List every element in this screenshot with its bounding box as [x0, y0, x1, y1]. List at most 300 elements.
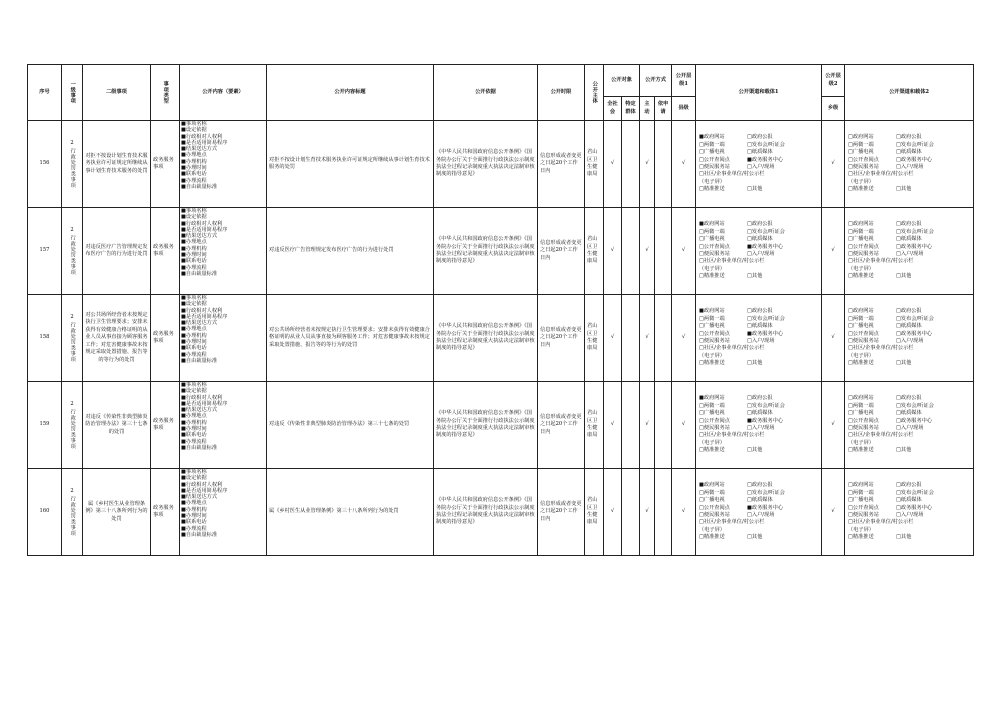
- channel-option: □政府公报: [896, 308, 922, 315]
- header-timing: 公开时限: [538, 65, 585, 121]
- channel-option: □发布会/听证会: [896, 228, 934, 235]
- table-row: [28, 469, 974, 556]
- channel-option: □公开查阅点: [848, 156, 879, 163]
- channel-option: ■政务服务中心: [747, 156, 784, 163]
- content-element-item: ■办理地点: [181, 152, 207, 159]
- content-element-item: ■联系电话: [181, 519, 207, 526]
- header-method: 公开方式: [640, 65, 672, 97]
- channel-option: □精准推送: [699, 447, 725, 454]
- content-element-item: ■办理流程: [181, 438, 207, 445]
- channel-line: [699, 360, 818, 367]
- channel-option: □广播电视: [848, 149, 874, 156]
- channel-option: ■政务服务中心: [747, 330, 784, 337]
- channel-option: □两微一端: [848, 228, 874, 235]
- content-element-item: ■是否适用简易程序: [181, 139, 228, 146]
- content-element-item: ■办理时间: [181, 426, 207, 433]
- cell-item-type: 政务服务事项: [151, 469, 180, 556]
- content-element-item: ■联系电话: [181, 345, 207, 352]
- channel-option: □发布会/听证会: [747, 489, 785, 496]
- channel-line: [699, 221, 818, 228]
- channel-option: □入户/现场: [896, 425, 924, 431]
- channel-option: □便民服务站: [848, 338, 879, 344]
- disclosure-table: [27, 64, 974, 556]
- cell-object-all: √: [604, 208, 622, 295]
- cell-level1-item: 2 行政处罚类事项: [62, 382, 83, 469]
- channel-line: [848, 519, 970, 526]
- channel-option: （电子屏）: [848, 265, 874, 272]
- header-object: 公开对象: [604, 65, 640, 97]
- channel-option: （电子屏）: [699, 439, 725, 446]
- channel-option: □便民服务站: [699, 164, 730, 170]
- header-content-title: 公开内容标题: [267, 65, 434, 121]
- channel-option: □政府网站: [848, 395, 874, 402]
- table-row: [28, 382, 974, 469]
- channel-line: [848, 134, 970, 141]
- channel-option: □入户/现场: [747, 512, 775, 518]
- cell-town: √: [822, 121, 845, 208]
- cell-item-type: 政务服务事项: [151, 121, 180, 208]
- channel-option: □其他: [896, 447, 912, 454]
- cell-level1-item: 2 行政处罚类事项: [62, 121, 83, 208]
- content-element-item: ■是否适用简易程序: [181, 313, 228, 320]
- cell-timing: 信息形成或者变更之日起20个工作日内: [538, 208, 585, 295]
- cell-channel2: [845, 121, 974, 208]
- channel-option: □社区/企事业单位/村公示栏: [699, 345, 765, 352]
- channel-option: □两微一端: [699, 315, 725, 322]
- channel-line: [699, 519, 818, 526]
- channel-line: [699, 323, 818, 330]
- channel-line: [699, 497, 818, 504]
- channel-line: [699, 308, 818, 315]
- cell-timing: 信息形成或者变更之日起20个工作日内: [538, 121, 585, 208]
- channel-option: □广播电视: [699, 410, 725, 417]
- cell-method-request: [655, 382, 672, 469]
- content-element-item: ■办理机构: [181, 419, 207, 426]
- content-element-item: ■办理地点: [181, 500, 207, 507]
- cell-object-all: √: [604, 469, 622, 556]
- channel-option: □精准推送: [699, 273, 725, 280]
- cell-method-active: √: [640, 208, 655, 295]
- channel-line: [848, 308, 970, 315]
- channel-option: □两微一端: [699, 228, 725, 235]
- cell-level2-item: 属《乡村医生从业管理条例》第三十八条所列行为的处罚: [83, 469, 151, 556]
- content-element-item: ■办理流程: [181, 264, 207, 271]
- cell-content-title: 属《乡村医生从业管理条例》第三十八条所列行为的处罚: [267, 469, 434, 556]
- cell-basis: 《中华人民共和国政府信息公开条例》《国务院办公厅关于全面推行行政执法公示制度执法全过程记录制度重大执法决定法制审核制度的指导意见》: [434, 469, 538, 556]
- channel-option: □两微一端: [848, 402, 874, 409]
- channel-option: □入户/现场: [747, 425, 775, 431]
- cell-object-specific: [622, 382, 640, 469]
- channel-option: □政务服务中心: [896, 243, 933, 250]
- channel-option: □发布会/听证会: [896, 141, 934, 148]
- cell-county: √: [672, 121, 696, 208]
- channel-option: □便民服务站: [848, 512, 879, 518]
- cell-subject: 君山区卫生健康局: [585, 121, 604, 208]
- header-row-1: [28, 65, 974, 97]
- cell-basis: 《中华人民共和国政府信息公开条例》《国务院办公厅关于全面推行行政执法公示制度执法全过程记录制度重大执法决定法制审核制度的指导意见》: [434, 295, 538, 382]
- content-element-item: ■是否适用简易程序: [181, 487, 228, 494]
- cell-object-all: √: [604, 121, 622, 208]
- cell-level1-item: 2 行政处罚类事项: [62, 295, 83, 382]
- channel-option: □纸质媒体: [896, 236, 922, 243]
- cell-content-elements: [180, 121, 267, 208]
- channel-line: [848, 273, 970, 280]
- channel-option: □社区/企事业单位/村公示栏: [699, 432, 765, 439]
- content-element-item: ■行政相对人权利: [181, 220, 223, 227]
- channel-option: □发布会/听证会: [896, 402, 934, 409]
- header-channel1: 公开渠道和载体1: [696, 65, 822, 121]
- content-element-item: ■结果送达方式: [181, 320, 218, 327]
- channel-option: □精准推送: [848, 534, 874, 541]
- cell-seq: 159: [28, 382, 62, 469]
- cell-method-request: [655, 295, 672, 382]
- channel-line: [848, 534, 970, 541]
- channel-option: □政府网站: [848, 134, 874, 141]
- channel-option: □广播电视: [699, 149, 725, 156]
- cell-level2-item: 对公共场所经营者未按规定执行卫生管理要求；安排未获得有效健康合格证明的从业人员从事直接为顾客服务工作；对危害健康事故未按规定采取处置措施、报告等的等行为的处罚: [83, 295, 151, 382]
- header-item-type: 事项类型: [151, 65, 180, 121]
- cell-county: √: [672, 208, 696, 295]
- channel-option: □纸质媒体: [747, 149, 773, 156]
- header-county: 县级: [672, 97, 696, 121]
- channel-option: □社区/企事业单位/村公示栏: [699, 171, 765, 178]
- channel-option: （电子屏）: [699, 178, 725, 185]
- content-element-item: ■自由裁量标准: [181, 183, 218, 190]
- channel-line: [848, 418, 970, 425]
- channel-line: [848, 221, 970, 228]
- channel-option: □入户/现场: [747, 338, 775, 344]
- channel-option: □广播电视: [699, 236, 725, 243]
- channel-line: [699, 186, 818, 193]
- channel-option: □公开查阅点: [848, 243, 879, 250]
- channel-option: □其他: [896, 273, 912, 280]
- channel-option: （电子屏）: [848, 178, 874, 185]
- channel-line: [699, 157, 818, 164]
- cell-content-title: 对拒不按设计划生育技术服务执业许可证规定所继续从事计划生育技术服务的处罚: [267, 121, 434, 208]
- channel-option: □社区/企事业单位/村公示栏: [848, 345, 914, 352]
- channel-option: □两微一端: [848, 315, 874, 322]
- channel-option: □发布会/听证会: [747, 228, 785, 235]
- channel-option: □广播电视: [848, 236, 874, 243]
- channel-option: □社区/企事业单位/村公示栏: [848, 519, 914, 526]
- channel-option: □公开查阅点: [699, 330, 730, 337]
- channel-option: （电子屏）: [848, 352, 874, 359]
- channel-option: □便民服务站: [848, 164, 879, 170]
- cell-subject: 君山区卫生健康局: [585, 208, 604, 295]
- channel-option: □两微一端: [848, 489, 874, 496]
- header-subject: 公开主体: [585, 65, 604, 121]
- channel-option: □入户/现场: [896, 512, 924, 518]
- channel-line: [848, 345, 970, 352]
- table-row: [28, 295, 974, 382]
- channel-option: □入户/现场: [896, 338, 924, 344]
- content-element-item: ■办理流程: [181, 525, 207, 532]
- header-level1-item: 一级事项: [62, 65, 83, 121]
- channel-option: □社区/企事业单位/村公示栏: [699, 519, 765, 526]
- content-element-item: ■事项名称: [181, 208, 207, 214]
- content-element-item: ■事项名称: [181, 469, 207, 475]
- cell-level2-item: 对违反《传染性非典型肺炎防治管理办法》第三十七条的处罚: [83, 382, 151, 469]
- cell-object-specific: [622, 469, 640, 556]
- cell-content-title: 对公共场所经营者未按规定执行卫生管理要求；安排未获得有效健康合格证明的从业人员从事直接为顾客服务工作；对危害健康事故未按规定采取处置措施、报告等的等行为的处罚: [267, 295, 434, 382]
- cell-basis: 《中华人民共和国政府信息公开条例》《国务院办公厅关于全面推行行政执法公示制度执法全过程记录制度重大执法决定法制审核制度的指导意见》: [434, 121, 538, 208]
- channel-option: □政务服务中心: [896, 504, 933, 511]
- header-town: 乡级: [822, 97, 845, 121]
- channel-option: □政府网站: [848, 308, 874, 315]
- channel-option: □两微一端: [699, 141, 725, 148]
- content-element-item: ■联系电话: [181, 258, 207, 265]
- channel-option: □政府公报: [896, 221, 922, 228]
- cell-level1-item: 2 行政处罚类事项: [62, 208, 83, 295]
- table-row: [28, 208, 974, 295]
- content-element-item: ■办理时间: [181, 513, 207, 520]
- channel-option: □便民服务站: [848, 251, 879, 257]
- header-level1: 公开层级1: [672, 65, 696, 97]
- cell-object-specific: [622, 208, 640, 295]
- channel-line: [848, 149, 970, 156]
- content-element-item: ■是否适用简易程序: [181, 226, 228, 233]
- cell-county: √: [672, 382, 696, 469]
- channel-line: [699, 134, 818, 141]
- channel-option: ■政府网站: [699, 221, 725, 228]
- channel-option: □政府公报: [896, 134, 922, 141]
- header-level2: 公开层级2: [822, 65, 845, 97]
- cell-subject: 君山区卫生健康局: [585, 382, 604, 469]
- channel-line: [848, 258, 970, 265]
- cell-object-all: √: [604, 382, 622, 469]
- content-element-item: ■自由裁量标准: [181, 357, 218, 364]
- channel-line: [848, 323, 970, 330]
- cell-basis: 《中华人民共和国政府信息公开条例》《国务院办公厅关于全面推行行政执法公示制度执法全过程记录制度重大执法决定法制审核制度的指导意见》: [434, 382, 538, 469]
- cell-content-elements: [180, 382, 267, 469]
- cell-content-title: 对违反医疗广告管理规定发布医疗广告的行为进行处罚: [267, 208, 434, 295]
- channel-option: □政府公报: [896, 395, 922, 402]
- channel-line: [699, 505, 818, 512]
- channel-line: [699, 258, 818, 265]
- channel-option: □精准推送: [848, 447, 874, 454]
- header-object-specific: 特定群体: [622, 97, 640, 121]
- content-element-item: ■设定依据: [181, 475, 207, 482]
- channel-line: [848, 395, 970, 402]
- cell-method-active: √: [640, 295, 655, 382]
- channel-option: □便民服务站: [699, 338, 730, 344]
- cell-level1-item: 2 行政处罚类事项: [62, 469, 83, 556]
- channel-option: （电子屏）: [848, 526, 874, 533]
- cell-level2-item: 对拒不按设计划生育技术服务执业许可证规定所继续从事计划生育技术服务的处罚: [83, 121, 151, 208]
- channel-option: □精准推送: [699, 186, 725, 193]
- channel-option: □其他: [747, 534, 763, 541]
- channel-option: □纸质媒体: [747, 236, 773, 243]
- channel-option: □广播电视: [699, 497, 725, 504]
- channel-line: [699, 447, 818, 454]
- channel-option: □纸质媒体: [747, 410, 773, 417]
- channel-line: [848, 497, 970, 504]
- content-element-item: ■设定依据: [181, 301, 207, 308]
- content-element-item: ■办理机构: [181, 332, 207, 339]
- cell-content-title: 对违反《传染性非典型肺炎防治管理办法》第三十七条的处罚: [267, 382, 434, 469]
- content-element-item: ■设定依据: [181, 127, 207, 134]
- channel-line: [848, 171, 970, 178]
- channel-line: [848, 447, 970, 454]
- channel-option: □其他: [747, 273, 763, 280]
- channel-option: □精准推送: [699, 534, 725, 541]
- channel-line: [699, 534, 818, 541]
- cell-subject: 君山区卫生健康局: [585, 295, 604, 382]
- channel-option: （电子屏）: [699, 352, 725, 359]
- channel-line: [848, 482, 970, 489]
- cell-method-active: √: [640, 382, 655, 469]
- channel-option: □政务服务中心: [896, 330, 933, 337]
- channel-line: [699, 418, 818, 425]
- channel-option: □政府网站: [848, 221, 874, 228]
- channel-line: [699, 395, 818, 402]
- cell-object-all: √: [604, 295, 622, 382]
- content-element-item: ■办理流程: [181, 177, 207, 184]
- channel-option: □两微一端: [848, 141, 874, 148]
- cell-seq: 156: [28, 121, 62, 208]
- channel-option: □其他: [896, 186, 912, 193]
- content-element-item: ■办理地点: [181, 413, 207, 420]
- cell-basis: 《中华人民共和国政府信息公开条例》《国务院办公厅关于全面推行行政执法公示制度执法全过程记录制度重大执法决定法制审核制度的指导意见》: [434, 208, 538, 295]
- cell-content-elements: [180, 469, 267, 556]
- channel-option: □其他: [747, 447, 763, 454]
- channel-option: □公开查阅点: [699, 156, 730, 163]
- content-element-item: ■行政相对人权利: [181, 307, 223, 314]
- channel-line: [699, 149, 818, 156]
- content-element-item: ■结果送达方式: [181, 494, 218, 501]
- header-channel2: 公开渠道和载体2: [845, 65, 974, 121]
- channel-option: □其他: [896, 360, 912, 367]
- cell-item-type: 政务服务事项: [151, 208, 180, 295]
- channel-option: □精准推送: [848, 360, 874, 367]
- channel-option: □纸质媒体: [896, 323, 922, 330]
- channel-option: □其他: [896, 534, 912, 541]
- cell-channel1: [696, 208, 822, 295]
- cell-timing: 信息形成或者变更之日起20个工作日内: [538, 469, 585, 556]
- content-element-item: ■自由裁量标准: [181, 444, 218, 451]
- channel-option: ■政府网站: [699, 308, 725, 315]
- cell-level2-item: 对违反医疗广告管理规定发布医疗广告的行为进行处罚: [83, 208, 151, 295]
- channel-option: □公开查阅点: [699, 243, 730, 250]
- cell-method-request: [655, 121, 672, 208]
- channel-option: □入户/现场: [747, 251, 775, 257]
- channel-option: □广播电视: [699, 323, 725, 330]
- channel-option: □其他: [747, 186, 763, 193]
- channel-option: □两微一端: [699, 489, 725, 496]
- cell-content-elements: [180, 295, 267, 382]
- cell-town: √: [822, 382, 845, 469]
- channel-option: □发布会/听证会: [896, 315, 934, 322]
- content-element-item: ■事项名称: [181, 121, 207, 127]
- content-element-item: ■办理地点: [181, 326, 207, 333]
- channel-option: □便民服务站: [699, 251, 730, 257]
- content-element-item: ■设定依据: [181, 214, 207, 221]
- content-element-item: ■联系电话: [181, 171, 207, 178]
- cell-timing: 信息形成或者变更之日起20个工作日内: [538, 295, 585, 382]
- content-element-item: ■办理机构: [181, 245, 207, 252]
- cell-town: √: [822, 469, 845, 556]
- header-object-all: 全社会: [604, 97, 622, 121]
- content-element-item: ■办理流程: [181, 351, 207, 358]
- cell-seq: 157: [28, 208, 62, 295]
- channel-option: ■政务服务中心: [747, 243, 784, 250]
- cell-method-request: [655, 208, 672, 295]
- channel-line: [848, 331, 970, 338]
- cell-channel2: [845, 295, 974, 382]
- cell-channel1: [696, 382, 822, 469]
- channel-option: □便民服务站: [699, 425, 730, 431]
- header-basis: 公开依据: [434, 65, 538, 121]
- channel-option: □入户/现场: [747, 164, 775, 170]
- channel-line: [848, 505, 970, 512]
- channel-line: [699, 345, 818, 352]
- channel-option: □两微一端: [699, 402, 725, 409]
- content-element-item: ■办理时间: [181, 339, 207, 346]
- cell-town: √: [822, 208, 845, 295]
- channel-option: （电子屏）: [699, 265, 725, 272]
- content-element-item: ■设定依据: [181, 388, 207, 395]
- cell-method-active: √: [640, 469, 655, 556]
- channel-option: □纸质媒体: [896, 410, 922, 417]
- cell-method-request: [655, 469, 672, 556]
- cell-channel2: [845, 469, 974, 556]
- cell-seq: 158: [28, 295, 62, 382]
- channel-option: □精准推送: [848, 273, 874, 280]
- channel-line: [699, 171, 818, 178]
- channel-option: □便民服务站: [699, 512, 730, 518]
- channel-option: □便民服务站: [848, 425, 879, 431]
- header-level2-item: 二级事项: [83, 65, 151, 121]
- channel-option: ■政务服务中心: [747, 504, 784, 511]
- channel-option: □政府公报: [747, 308, 773, 315]
- channel-option: □政府公报: [896, 482, 922, 489]
- cell-seq: 160: [28, 469, 62, 556]
- channel-option: □政府公报: [747, 221, 773, 228]
- channel-option: ■政府网站: [699, 482, 725, 489]
- content-element-item: ■自由裁量标准: [181, 531, 218, 538]
- channel-option: □广播电视: [848, 410, 874, 417]
- header-method-active: 主动: [640, 97, 655, 121]
- cell-town: √: [822, 295, 845, 382]
- channel-option: □社区/企事业单位/村公示栏: [848, 171, 914, 178]
- channel-line: [848, 186, 970, 193]
- channel-option: □纸质媒体: [747, 323, 773, 330]
- content-element-item: ■结果送达方式: [181, 146, 218, 153]
- channel-option: □公开查阅点: [699, 417, 730, 424]
- channel-line: [848, 236, 970, 243]
- channel-option: □社区/企事业单位/村公示栏: [848, 432, 914, 439]
- cell-county: √: [672, 295, 696, 382]
- channel-line: [699, 482, 818, 489]
- cell-county: √: [672, 469, 696, 556]
- channel-option: □发布会/听证会: [747, 402, 785, 409]
- channel-option: □公开查阅点: [848, 417, 879, 424]
- cell-timing: 信息形成或者变更之日起20个工作日内: [538, 382, 585, 469]
- channel-option: □公开查阅点: [848, 330, 879, 337]
- table-row: [28, 121, 974, 208]
- channel-line: [699, 410, 818, 417]
- cell-channel2: [845, 208, 974, 295]
- content-element-item: ■行政相对人权利: [181, 133, 223, 140]
- cell-subject: 君山区卫生健康局: [585, 469, 604, 556]
- channel-option: □政府公报: [747, 395, 773, 402]
- channel-line: [699, 331, 818, 338]
- channel-option: □精准推送: [699, 360, 725, 367]
- channel-option: □入户/现场: [896, 164, 924, 170]
- content-element-item: ■是否适用简易程序: [181, 400, 228, 407]
- content-element-item: ■自由裁量标准: [181, 270, 218, 277]
- content-element-item: ■行政相对人权利: [181, 481, 223, 488]
